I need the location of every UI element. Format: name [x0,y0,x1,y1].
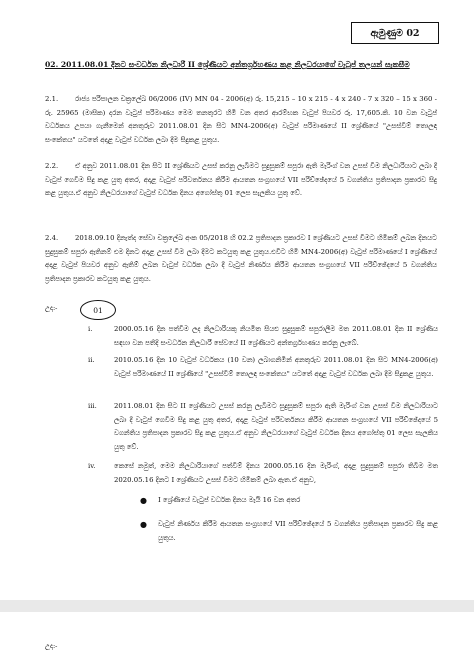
item-numeral: iii. [88,402,97,410]
bullet-item [140,518,438,545]
example-number-circle [80,300,116,320]
bullet-dot-icon: ● [140,520,147,529]
paragraph-text: රාජ්‍ය පරිපාලන චක්‍රලේඛ 06/2006 (IV) MN 04 - 2006(අ) රු. 15,215 – 10 x 215 - 4 x 240 - 7 x 320 – 15 x 360 - රු. 25965 (මාසික) දරන වැටුප් පරිමාණය මෙම තනතුරට හිමි වන අතර ආරම්භක වැටුප් පියවර රු. 17,605.කි. 10 වන වැටුප් වර්ධකය උපයා ගැනීමෙන් අනතුරුව 2011.08.01 දින සිට MN4-2006(අ) වැටුප් පරිමාණයේ II ශ්‍රේණියේ "උසස්වීම් තොලඳ සංකේතය" යටතේ අදාළ වැටුප් වර්ධක ලබා දීම සිදුකළ යුතුය. [45,95,437,144]
example-item-ii [88,354,438,381]
bullet-item [140,494,438,508]
bullet-dot-icon: ● [140,496,147,505]
next-document-page [0,612,474,658]
paragraph-number: 2.4. [45,234,59,242]
example-item-iv [88,460,438,487]
paragraph-text: ඒ අනුව 2011.08.01 දින සිට II ශ්‍රේණියට උසස් කරනු ලැබීමට සුදුසුකම් සපුරා ඇති මැරිංග් වන උසස් වීම නිලධාරියාට ලබා දී වැටුප් ගෙවීම සිදු කළ යුතු අතර, අදාළ වැටුප් පරිවර්තනය කිරීම ආයතන සංග්‍රහයේ VII පරිච්ඡේදයේ 5 වගන්තිය ප්‍රතිපාදන ප්‍රකාරව සිදු කළ යුතුය.ඒ අනුව නිලධරයාගේ වැටුප් වර්ධක දිනය අගෝස්තු 01 ලෙස සැලකිය යුතු වේ. [45,162,437,198]
example-item-iii [88,400,438,454]
paragraph-2-2 [45,160,437,201]
paragraph-number: 2.2. [45,162,59,170]
annex-label: ඇමුණුම 02 [370,27,420,39]
bullet-text: වැටුප් නිර්ණය කිරීම ආයතන සංග්‍රහයේ VII පරිච්ඡේදයේ 5 වගන්තිය ප්‍රතිපාදන ප්‍රකාරව සිදු කළ යුතුය. [158,520,438,542]
item-text: 2010.05.16 දින 10 වැටුප් වර්ධකය (10 වන) ලබාගනිමින් අනතුරුව 2011.08.01 දින සිට MN4-2006(අ) වැටුප් පරිමාණයේ II ශ්‍රේණියේ "උසස්වීම් තොලඳ සංකේතය" යටතේ අදාළ වැටුප් වර්ධක ලබා දීම සිදුකළ යුතුය. [114,356,438,378]
item-text: 2011.08.01 දින සිට II ශ්‍රේණියට උසස් කරනු ලැබීමට සුදුසුකම් සපුරා ඇති මැරිංග් වන උසස් වීම නිලධාරියාට ලබා දී වැටුප් ගෙවීම සිදු කළ යුතු අතර, අදාළ වැටුප් පරිවර්තනය කිරීම ආයතන සංග්‍රහයේ VII පරිච්ඡේදයේ 5 වගන්තිය ප්‍රතිපාදන ප්‍රකාරව සිදු කළ යුතුය.ඒ අනුව නිලධරයාගේ වැටුප් වර්ධක දිනය අගෝස්තු 01 ලෙස සැලකිය යුතු වේ. [114,402,438,451]
section-heading: 02. 2011.08.01 දිනට සංවර්ධන නිලධාරී II ශ්‍රේණියට අන්තර්ග්‍රහණය කළ නිලධරයාගේ වැටුප් තලයන් සැකසීම [45,60,410,69]
item-numeral: iv. [88,462,96,470]
example-label: උදා:- [45,304,58,312]
paragraph-2-1 [45,93,437,147]
next-page-example-label: උදා:- [45,642,58,650]
paragraph-number: 2.1. [45,95,59,103]
item-numeral: i. [88,325,93,333]
item-numeral: ii. [88,356,95,364]
example-item-i [88,323,438,350]
paragraph-2-4 [45,232,437,286]
example-number: 01 [93,305,103,315]
paragraph-text: 2018.09.10 දිනැත්ද සේවා චක්‍රලේඛ අංක 05/2018 හි 02.2 ප්‍රතිපාදන ප්‍රකාරව I ශ්‍රේණියට උසස් වීමට හිමිකම් ලබන දිනයට සුදුසුකම් සපුරා ඇතිනම් එම දිනට අදාළ උසස් වීම ලබා දීමට කටයුතු කළ යුතුය.එවිට හිමි MN4-2006(අ) වැටුප් පරිමාණයේ I ශ්‍රේණියේ අදාළ වැටුප් පියවර අනුව ඇතිම් ලබන වැටුප් වර්ධක ලබා දී වැටුප් නිර්ණය කිරීම ආයතන සංග්‍රහයේ VII පරිච්ඡේදයේ 5 වගන්තිය ප්‍රතිපාදන ප්‍රකාරව කටයුතු කළ යුතුය. [45,234,437,283]
bullet-text: I ශ්‍රේණියේ වැටුප් වර්ධක දිනය මැයි 16 වන අතර [158,496,301,504]
annex-label-box [351,22,439,44]
item-text: කෙසේ නමුත්, මෙම නිලධාරියාගේ පත්වීම් දිනය 2000.05.16 දින මැරිංග්, අදාළ සුදුසුකම් සපුරා තිබීම මත 2020.05.16 දිනට I ශ්‍රේණියට උසස් වීමට හිමිකම් ලබා ඇත.ඒ අනුව, [114,462,438,484]
item-text: 2000.05.16 දින පත්වීම ලද නිලධාරියකු නියමිත සියළු සුදුසුකම් සපුරාලීම මත 2011.08.01 දින II ශ්‍රේණිය සඳහා වන පතිදි සංවර්ධන නිලධාරී සේවයේ II ශ්‍රේණියට අන්තර්ග්‍රහණය කරනු ලැබේ. [114,325,438,347]
